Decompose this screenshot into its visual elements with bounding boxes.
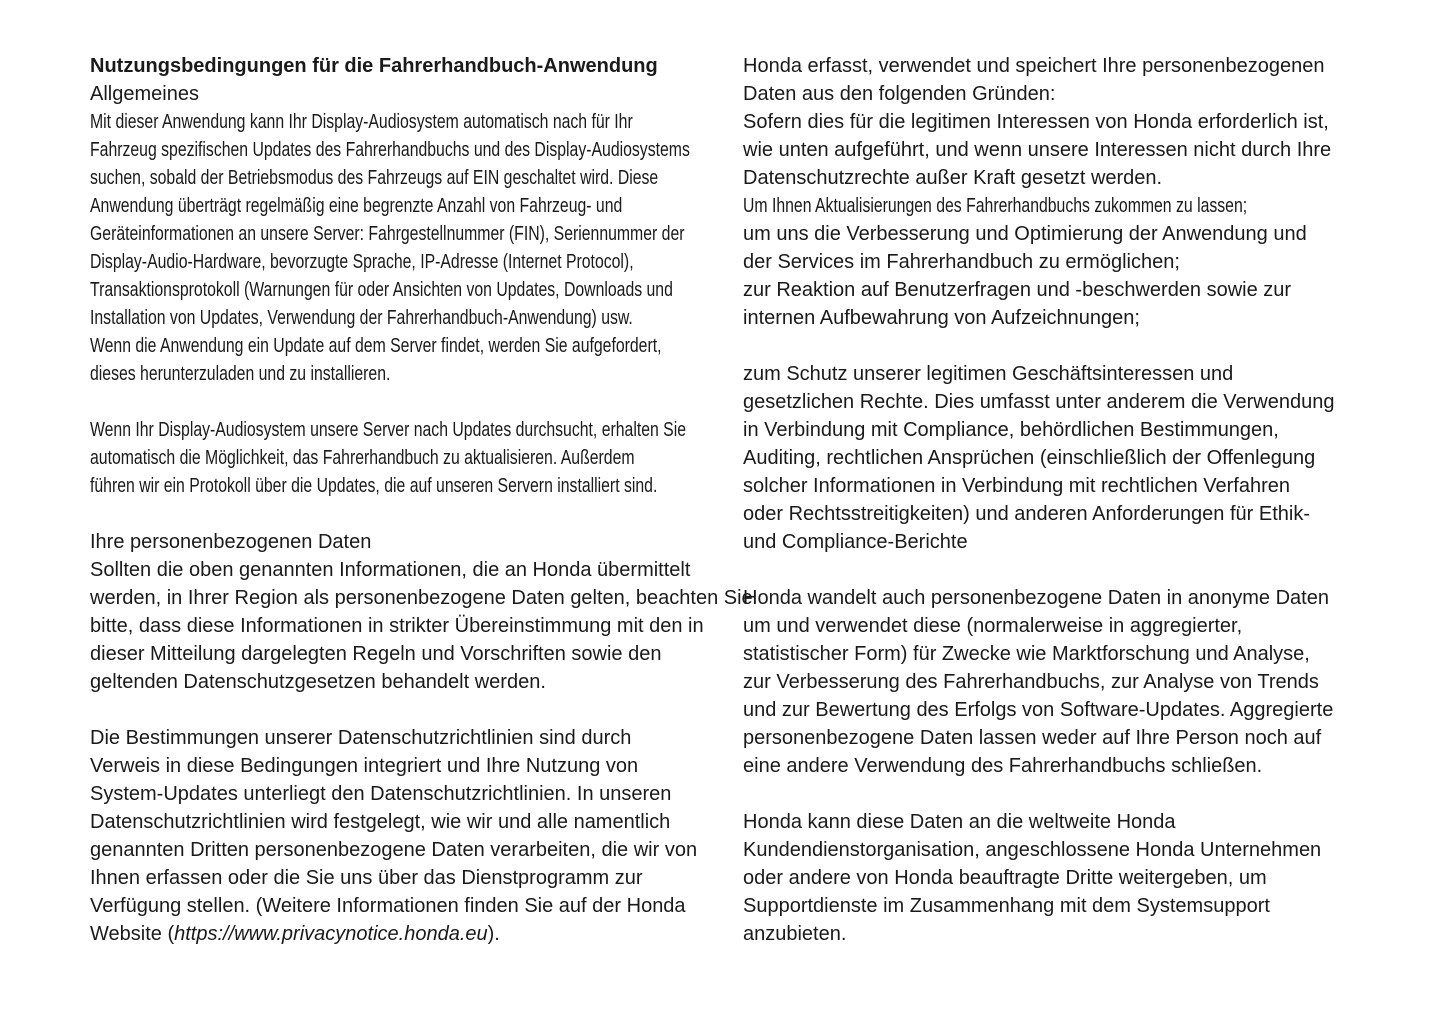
text-line: eine andere Verwendung des Fahrerhandbuchs schließen. bbox=[743, 755, 1263, 777]
website-line bbox=[90, 920, 500, 948]
text-line: Sollten die oben genannten Informationen, die an Honda übermittelt bbox=[90, 559, 691, 581]
text-line: dieser Mitteilung dargelegten Regeln und Vorschriften sowie den bbox=[90, 643, 662, 665]
text-line: zum Schutz unserer legitimen Geschäftsinteressen und bbox=[743, 363, 1234, 385]
text-line: Honda kann diese Daten an die weltweite Honda bbox=[743, 811, 1176, 833]
text-line: Honda wandelt auch personenbezogene Daten in anonyme Daten bbox=[743, 587, 1329, 609]
text-line: und Compliance-Berichte bbox=[743, 531, 968, 553]
text-line: solcher Informationen in Verbindung mit rechtlichen Verfahren bbox=[743, 475, 1290, 497]
text-line: der Services im Fahrerhandbuch zu ermöglichen; bbox=[743, 251, 1180, 273]
text-line: zur Verbesserung des Fahrerhandbuchs, zur Analyse von Trends bbox=[743, 671, 1319, 693]
text-line: Datenschutzrechte außer Kraft gesetzt werden. bbox=[743, 167, 1163, 189]
text-line: automatisch die Möglichkeit, das Fahrerhandbuch zu aktualisieren. Außerdem bbox=[90, 447, 635, 469]
text-line: Anwendung überträgt regelmäßig eine begrenzte Anzahl von Fahrzeug- und bbox=[90, 195, 623, 217]
text-line: oder andere von Honda beauftragte Dritte weitergeben, um bbox=[743, 867, 1267, 889]
text-line: bitte, dass diese Informationen in strikter Übereinstimmung mit den in bbox=[90, 615, 704, 637]
website-prefix: Website ( bbox=[90, 923, 175, 945]
text-line: und zur Bewertung des Erfolgs von Software-Updates. Aggregierte bbox=[743, 699, 1334, 721]
text-line: Verfügung stellen. (Weitere Informationen finden Sie auf der Honda bbox=[90, 895, 686, 917]
text-line: Verweis in diese Bedingungen integriert und Ihre Nutzung von bbox=[90, 755, 639, 777]
text-line: Sofern dies für die legitimen Interessen von Honda erforderlich ist, bbox=[743, 111, 1329, 133]
text-line: Honda erfasst, verwendet und speichert Ihre personenbezogenen bbox=[743, 55, 1325, 77]
privacy-notice-link[interactable]: https://www.privacynotice.honda.eu bbox=[174, 923, 488, 945]
text-line: Wenn die Anwendung ein Update auf dem Server findet, werden Sie aufgefordert, bbox=[90, 335, 662, 357]
section-heading-personal-data: Ihre personenbezogenen Daten bbox=[90, 531, 372, 553]
text-line: statistischer Form) für Zwecke wie Marktforschung und Analyse, bbox=[743, 643, 1310, 665]
text-line: in Verbindung mit Compliance, behördlichen Bestimmungen, bbox=[743, 419, 1279, 441]
text-line: geltenden Datenschutzgesetzen behandelt werden. bbox=[90, 671, 546, 693]
section-heading-general: Allgemeines bbox=[90, 83, 199, 105]
text-line: Mit dieser Anwendung kann Ihr Display-Audiosystem automatisch nach für Ihr bbox=[90, 111, 633, 133]
text-line: um und verwendet diese (normalerweise in aggregierter, bbox=[743, 615, 1243, 637]
text-line: genannten Dritten personenbezogene Daten verarbeiten, die wir von bbox=[90, 839, 698, 861]
text-line: Ihnen erfassen oder die Sie uns über das Dienstprogramm zur bbox=[90, 867, 643, 889]
text-line: Datenschutzrichtlinien wird festgelegt, wie wir und alle namentlich bbox=[90, 811, 671, 833]
text-line: Installation von Updates, Verwendung der Fahrerhandbuch-Anwendung) usw. bbox=[90, 307, 633, 329]
text-line: anzubieten. bbox=[743, 923, 847, 945]
text-line: personenbezogene Daten lassen weder auf Ihre Person noch auf bbox=[743, 727, 1322, 749]
text-line: Die Bestimmungen unserer Datenschutzrichtlinien sind durch bbox=[90, 727, 632, 749]
text-line: System-Updates unterliegt den Datenschutzrichtlinien. In unseren bbox=[90, 783, 672, 805]
text-line: Auditing, rechtlichen Ansprüchen (einschließlich der Offenlegung bbox=[743, 447, 1316, 469]
text-line: oder Rechtsstreitigkeiten) und anderen Anforderungen für Ethik- bbox=[743, 503, 1311, 525]
text-line: wie unten aufgeführt, und wenn unsere Interessen nicht durch Ihre bbox=[743, 139, 1332, 161]
text-line: gesetzlichen Rechte. Dies umfasst unter anderem die Verwendung bbox=[743, 391, 1335, 413]
text-line: Transaktionsprotokoll (Warnungen für oder Ansichten von Updates, Downloads und bbox=[90, 279, 673, 301]
document-title: Nutzungsbedingungen für die Fahrerhandbuch-Anwendung bbox=[90, 55, 658, 77]
text-line: Display-Audio-Hardware, bevorzugte Sprache, IP-Adresse (Internet Protocol), bbox=[90, 251, 634, 273]
text-line: führen wir ein Protokoll über die Updates, die auf unseren Servern installiert sind. bbox=[90, 475, 658, 497]
text-line: zur Reaktion auf Benutzerfragen und -beschwerden sowie zur bbox=[743, 279, 1292, 301]
text-line: Supportdienste im Zusammenhang mit dem Systemsupport bbox=[743, 895, 1270, 917]
text-line: internen Aufbewahrung von Aufzeichnungen; bbox=[743, 307, 1140, 329]
website-suffix: ). bbox=[487, 923, 500, 945]
text-line: Fahrzeug spezifischen Updates des Fahrerhandbuchs und des Display-Audiosystems bbox=[90, 139, 690, 161]
text-line: Wenn Ihr Display-Audiosystem unsere Server nach Updates durchsucht, erhalten Sie bbox=[90, 419, 687, 441]
text-line: Um Ihnen Aktualisierungen des Fahrerhandbuchs zukommen zu lassen; bbox=[743, 195, 1248, 217]
text-line: dieses herunterzuladen und zu installieren. bbox=[90, 363, 391, 385]
text-line: werden, in Ihrer Region als personenbezogene Daten gelten, beachten Sie bbox=[90, 587, 753, 609]
text-line: Kundendienstorganisation, angeschlossene Honda Unternehmen bbox=[743, 839, 1322, 861]
text-line: um uns die Verbesserung und Optimierung der Anwendung und bbox=[743, 223, 1307, 245]
text-line: Geräteinformationen an unsere Server: Fahrgestellnummer (FIN), Seriennummer der bbox=[90, 223, 685, 245]
text-line: Daten aus den folgenden Gründen: bbox=[743, 83, 1056, 105]
text-line: suchen, sobald der Betriebsmodus des Fahrzeugs auf EIN geschaltet wird. Diese bbox=[90, 167, 659, 189]
